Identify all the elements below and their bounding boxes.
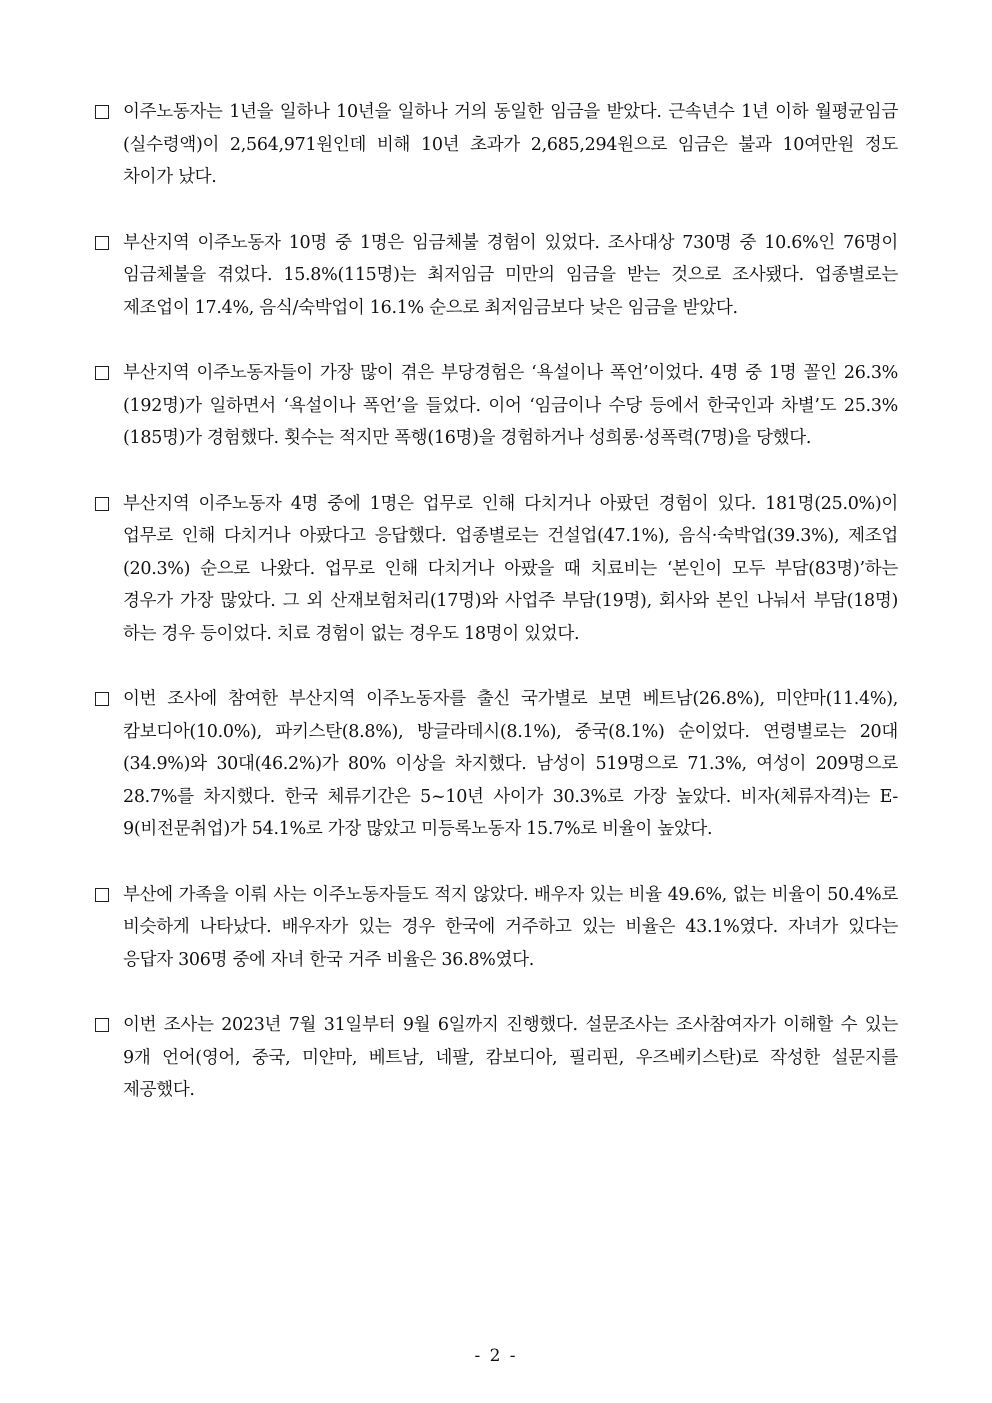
paragraph-text: 부산지역 이주노동자 10명 중 1명은 임금체불 경험이 있었다. 조사대상 730명 중 10.6%인 76명이 임금체불을 겪었다. 15.8%(115명)는 최저임금 미만의 임금을 받는 것으로 조사됐다. 업종별로는 제조업이 17.4%, 음식/숙박업이 16.1% 순으로 최저임금보다 낮은 임금을 받았다. bbox=[123, 232, 898, 318]
paragraph-wage-tenure bbox=[95, 96, 898, 194]
checkbox-square-icon bbox=[95, 888, 109, 902]
paragraph-text: 이번 조사에 참여한 부산지역 이주노동자를 출신 국가별로 보면 베트남(26.8%), 미얀마(11.4%), 캄보디아(10.0%), 파키스탄(8.8%), 방글라데시(8.1%), 중국(8.1%) 순이었다. 연령별로는 20대(34.9%)와 30대(46.2%)가 80% 이상을 차지했다. 남성이 519명으로 71.3%, 여성이 209명으로 28.7%를 차지했다. 한국 체류기간은 5~10년 사이가 30.3%로 가장 높았다. 비자(체류자격)는 E-9(비전문취업)가 54.1%로 가장 많았고 미등록노동자 15.7%로 비율이 높았다. bbox=[123, 689, 898, 839]
paragraph-text: 부산지역 이주노동자들이 가장 많이 겪은 부당경험은 ‘욕설이나 폭언’이었다. 4명 중 1명 꼴인 26.3%(192명)가 일하면서 ‘욕설이나 폭언’을 들었다. 이어 ‘임금이나 수당 등에서 한국인과 차별’도 25.3%(185명)가 경험했다. 횟수는 적지만 폭행(16명)을 경험하거나 성희롱·성폭력(7명)을 당했다. bbox=[123, 363, 898, 448]
paragraph-text: 이주노동자는 1년을 일하나 10년을 일하나 거의 동일한 임금을 받았다. 근속년수 1년 이하 월평균임금(실수령액)이 2,564,971원인데 비해 10년 초과가 2,685,294원으로 임금은 불과 10여만원 정도 차이가 났다. bbox=[123, 102, 898, 187]
checkbox-square-icon bbox=[95, 105, 109, 119]
checkbox-square-icon bbox=[95, 236, 109, 250]
document-body bbox=[95, 96, 898, 1140]
paragraph-family bbox=[95, 879, 898, 977]
page-number: - 2 - bbox=[474, 1346, 518, 1366]
checkbox-square-icon bbox=[95, 497, 109, 511]
checkbox-square-icon bbox=[95, 692, 109, 706]
paragraph-unfair-treatment bbox=[95, 357, 898, 455]
checkbox-square-icon bbox=[95, 366, 109, 380]
paragraph-text: 부산에 가족을 이뤄 사는 이주노동자들도 적지 않았다. 배우자 있는 비율 49.6%, 없는 비율이 50.4%로 비슷하게 나타났다. 배우자가 있는 경우 한국에 거주하고 있는 비율은 43.1%였다. 자녀가 있다는 응답자 306명 중에 자녀 한국 거주 비율은 36.8%였다. bbox=[123, 884, 898, 970]
paragraph-demographics bbox=[95, 683, 898, 846]
paragraph-work-injury bbox=[95, 488, 898, 651]
checkbox-square-icon bbox=[95, 1018, 109, 1032]
paragraph-wage-arrears bbox=[95, 227, 898, 325]
paragraph-text: 부산지역 이주노동자 4명 중에 1명은 업무로 인해 다치거나 아팠던 경험이 있다. 181명(25.0%)이 업무로 인해 다치거나 아팠다고 응답했다. 업종별로는 건설업(47.1%), 음식·숙박업(39.3%), 제조업(20.3%) 순으로 나왔다. 업무로 인해 다치거나 아팠을 때 치료비는 ‘본인이 모두 부담(83명)’하는 경우가 가장 많았다. 그 외 산재보험처리(17명)와 사업주 부담(19명), 회사와 본인 나눠서 부담(18명)하는 경우 등이었다. 치료 경험이 없는 경우도 18명이 있었다. bbox=[123, 493, 898, 644]
paragraph-survey-method bbox=[95, 1009, 898, 1107]
paragraph-text: 이번 조사는 2023년 7월 31일부터 9월 6일까지 진행했다. 설문조사는 조사참여자가 이해할 수 있는 9개 언어(영어, 중국, 미얀마, 베트남, 네팔, 캄보디아, 필리핀, 우즈베키스탄)로 작성한 설문지를 제공했다. bbox=[123, 1015, 898, 1100]
